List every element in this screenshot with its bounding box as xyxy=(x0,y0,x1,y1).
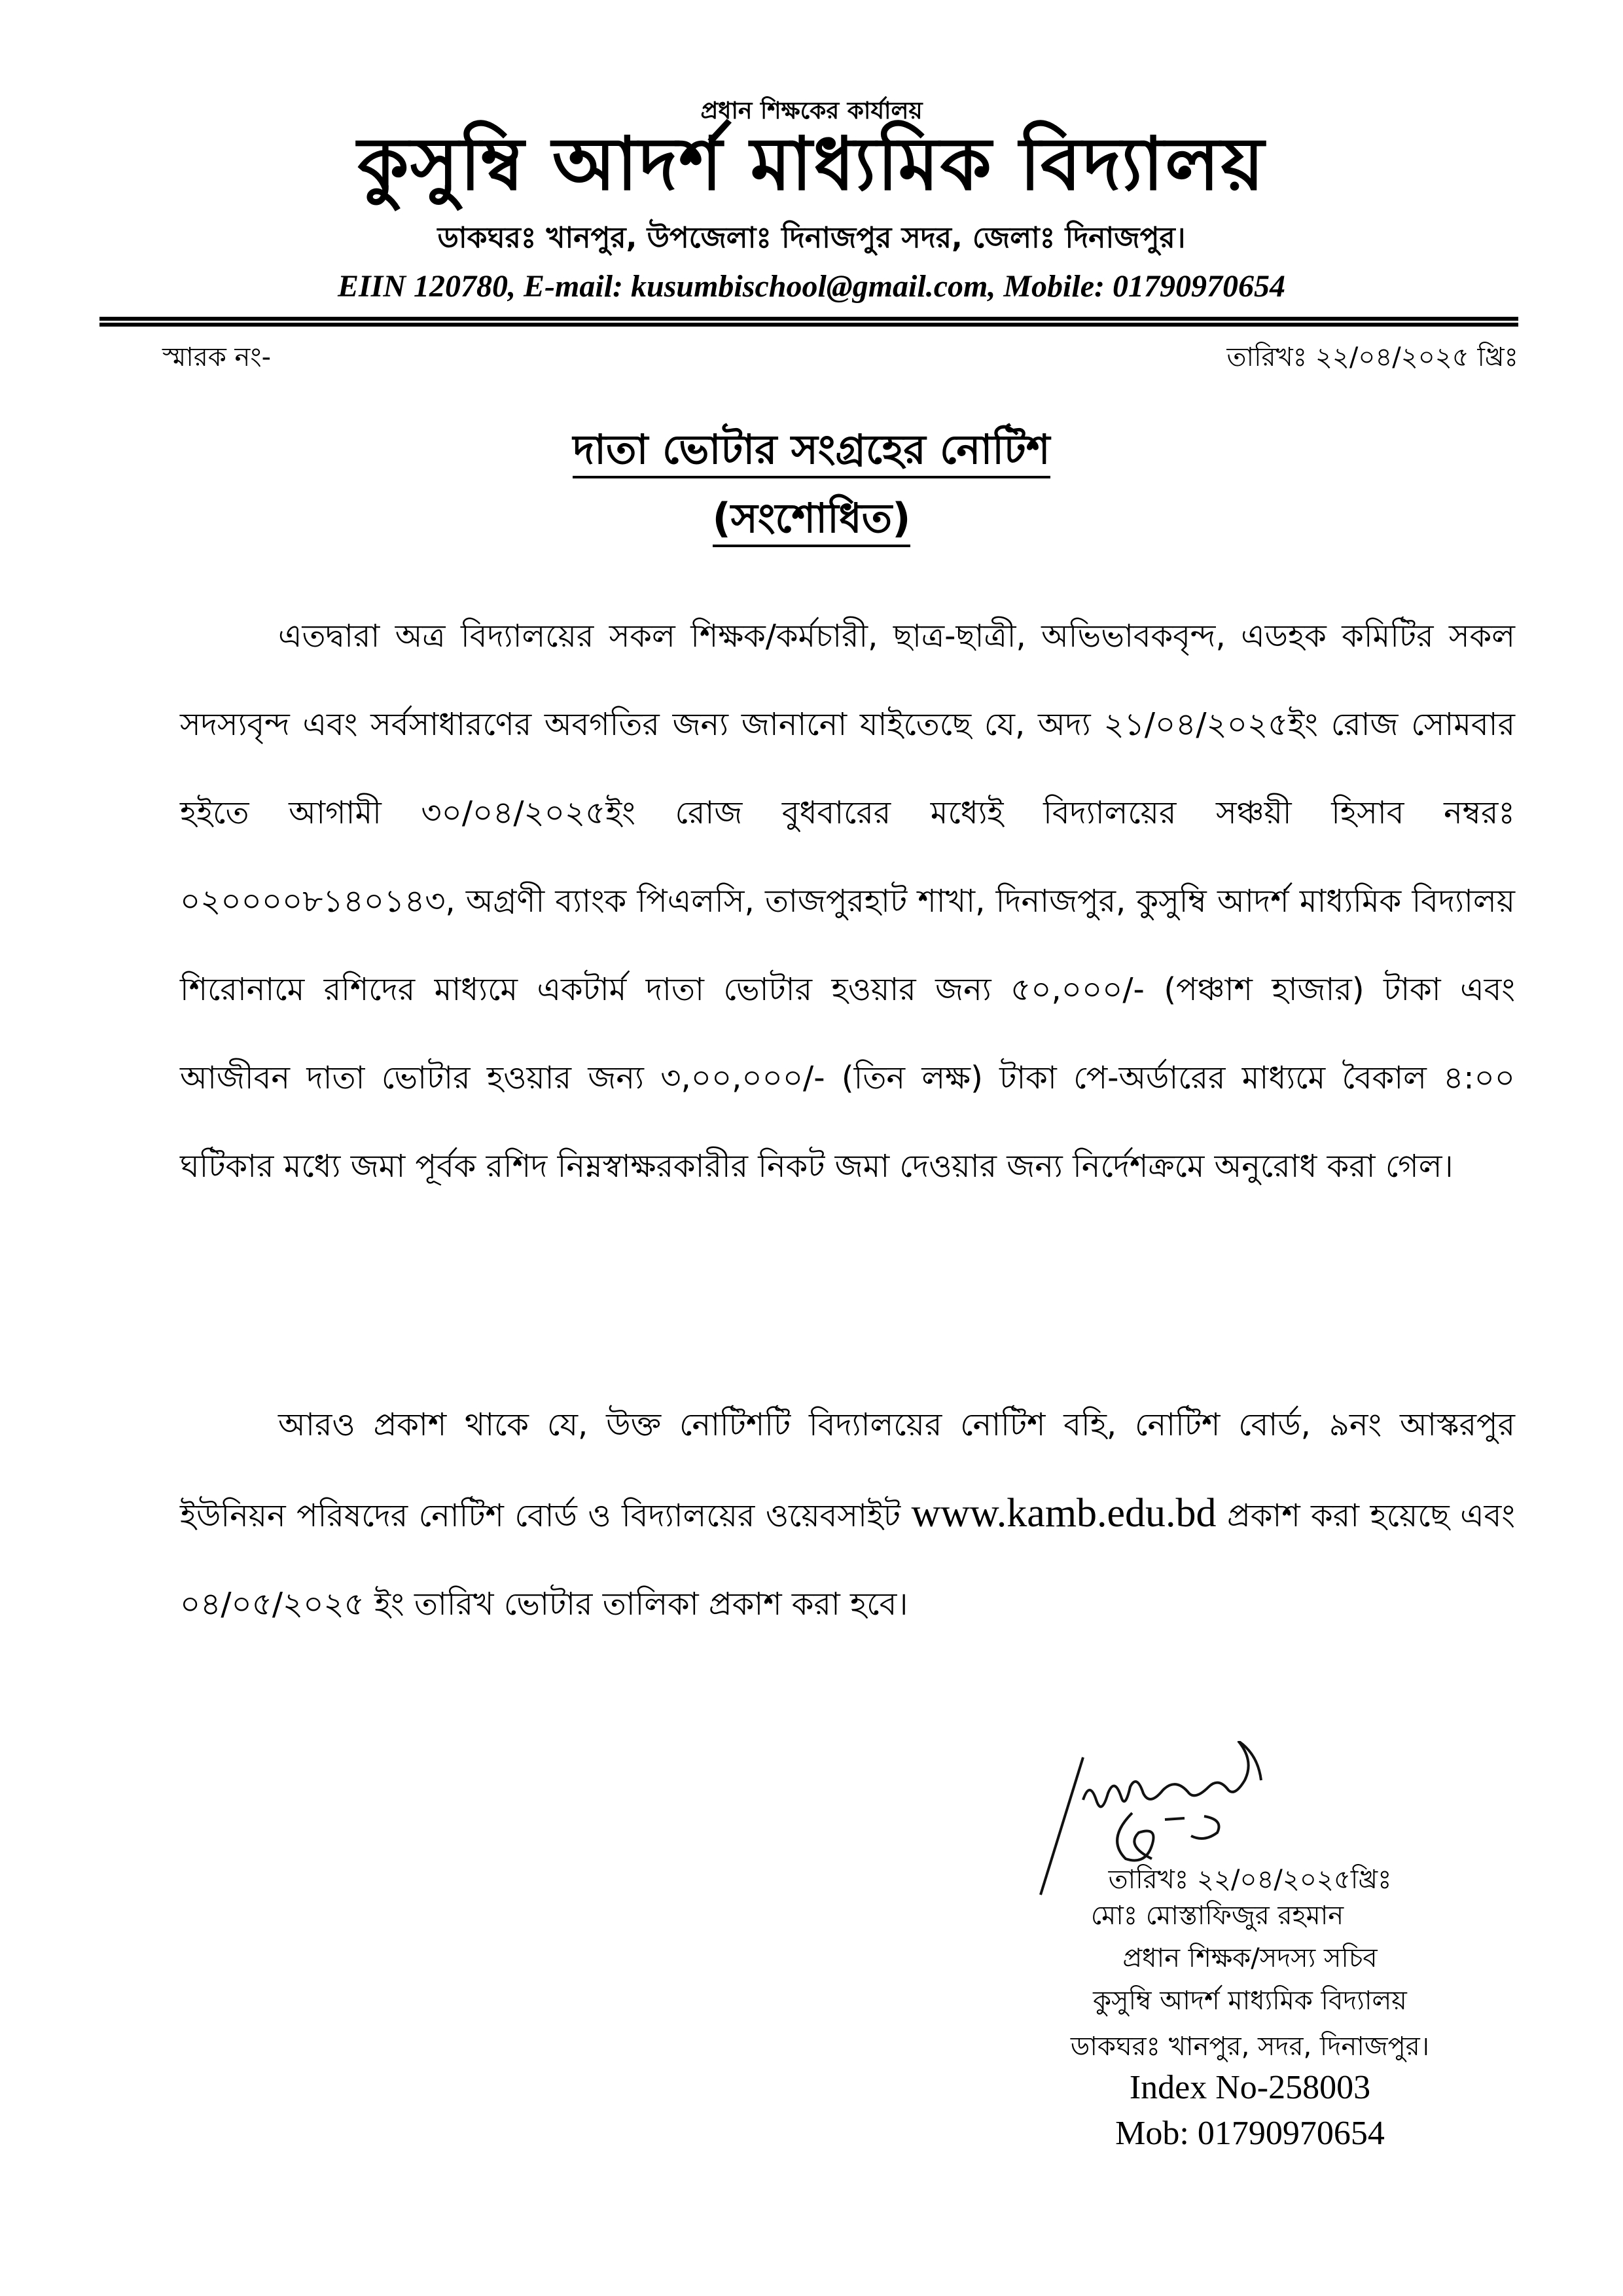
notice-subtitle xyxy=(0,488,1623,555)
signatory-post: ডাকঘরঃ খানপুর, সদর, দিনাজপুর। xyxy=(1070,2032,1430,2062)
paragraph-2-text-a: আরও প্রকাশ থাকে যে, উক্ত নোটিশটি বিদ্যালয়ের নোটিশ বহি, নোটিশ বোর্ড, ৯নং আস্করপুর ইউনিয়ন পরিষদের নোটিশ বোর্ড ও বিদ্যালয়ের ওয়েবসাইট xyxy=(180,1407,1515,1534)
header-divider-bottom xyxy=(99,323,1518,327)
signatory-mobile: Mob: 01790970654 xyxy=(1115,2115,1385,2152)
signatory-designation: প্রধান শিক্ষক/সদস্য সচিব xyxy=(1122,1943,1378,1973)
signatory-name: মোঃ মোস্তাফিজুর রহমান xyxy=(1090,1901,1344,1931)
body-paragraph-2 xyxy=(180,1381,1515,1649)
school-address: ডাকঘরঃ খানপুর, উপজেলাঃ দিনাজপুর সদর, জেলাঃ দিনাজপুর। xyxy=(437,221,1186,255)
paragraph-1-text: এতদ্বারা অত্র বিদ্যালয়ের সকল শিক্ষক/কর্মচারী, ছাত্র-ছাত্রী, অভিভাবকবৃন্দ, এডহক কমিটির সকল সদস্যবৃন্দ এবং সর্বসাধারণের অবগতির জন্য জানানো যাইতেছে যে, অদ্য ২১/০৪/২০২৫ইং রোজ সোমবার হইতে আগামী ৩০/০৪/২০২৫ইং রোজ বুধবারের মধ্যেই বিদ্যালয়ের সঞ্চয়ী হিসাব নম্বরঃ ০২০০০০৮১৪০১৪৩, অগ্রণী ব্যাংক পিএলসি, তাজপুরহাট শাখা, দিনাজপুর, কুসুম্বি আদর্শ মাধ্যমিক বিদ্যালয় শিরোনামে রশিদের মাধ্যমে একটার্ম দাতা ভোটার হওয়ার জন্য ৫০,০০০/- (পঞ্চাশ হাজার) টাকা এবং আজীবন দাতা ভোটার হওয়ার জন্য ৩,০০,০০০/- (তিন লক্ষ) টাকা পে-অর্ডারের মাধ্যমে বৈকাল ৪:০০ ঘটিকার মধ্যে জমা পূর্বক রশিদ নিম্নস্বাক্ষরকারীর নিকট জমা দেওয়ার জন্য নির্দেশক্রমে অনুরোধ করা গেল। xyxy=(180,618,1515,1185)
header-divider-top xyxy=(99,317,1518,321)
school-contact: EIIN 120780, E-mail: kusumbischool@gmail.com, Mobile: 01790970654 xyxy=(337,269,1285,304)
website-link[interactable]: www.kamb.edu.bd xyxy=(911,1491,1217,1535)
school-name: কুসুম্বি আদর্শ মাধ্যমিক বিদ্যালয় xyxy=(357,122,1266,207)
signature-date: তারিখঃ ২২/০৪/২০২৫খ্রিঃ xyxy=(1108,1865,1392,1895)
body-paragraph-1 xyxy=(180,592,1515,1211)
notice-subtitle-text: (সংশোধিত) xyxy=(713,494,911,547)
notice-title xyxy=(0,419,1623,486)
memo-number: স্মারক নং- xyxy=(162,342,272,372)
signatory-school: কুসুম্বি আদর্শ মাধ্যমিক বিদ্যালয় xyxy=(1093,1986,1407,2016)
paragraph-2-text-b: প্রকাশ করা হয়েছে এবং ০৪/০৫/২০২৫ ইং তারিখ ভোটার তালিকা প্রকাশ করা হবে। xyxy=(180,1498,1515,1623)
notice-title-text: দাতা ভোটার সংগ্রহের নোটিশ xyxy=(573,425,1050,478)
issue-date: তারিখঃ ২২/০৪/২০২৫ খ্রিঃ xyxy=(1226,342,1518,372)
school-index-number: Index No-258003 xyxy=(1129,2069,1371,2106)
office-label: প্রধান শিক্ষকের কার্যালয় xyxy=(700,98,923,124)
